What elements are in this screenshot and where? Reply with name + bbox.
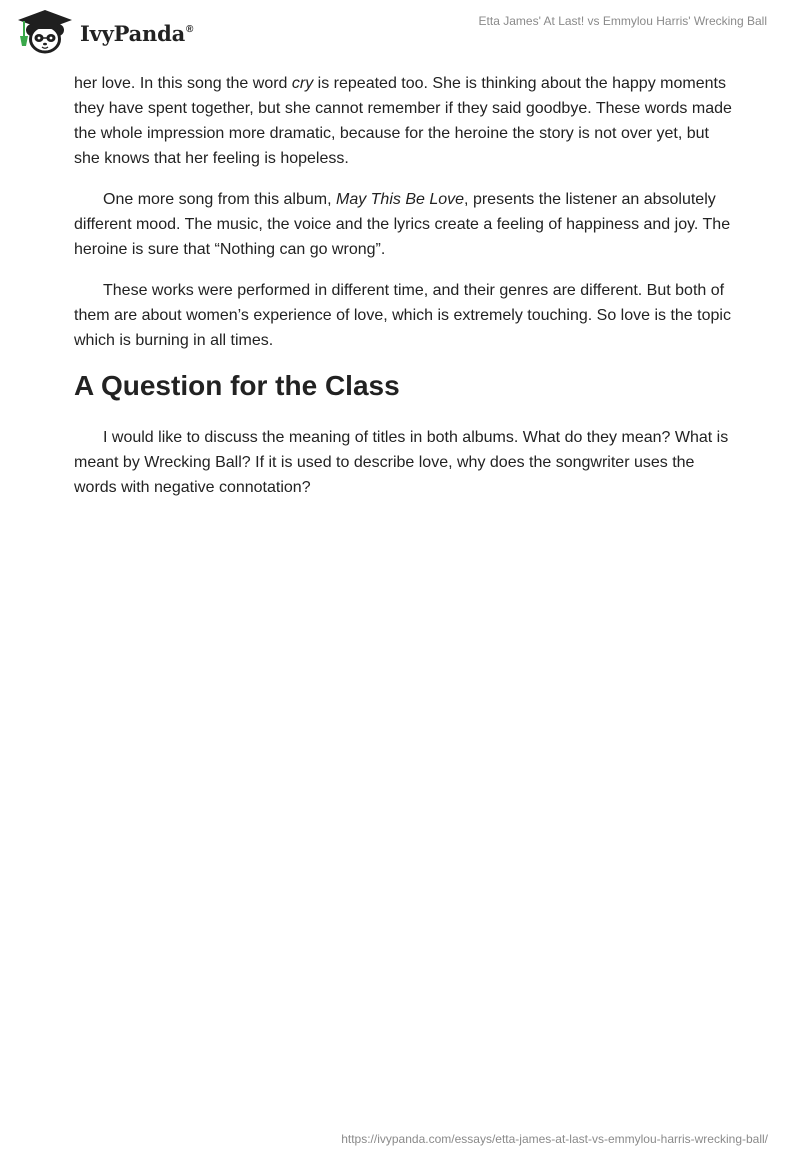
- brand-name: IvyPanda®: [80, 20, 194, 46]
- paragraph-1: her love. In this song the word cry is repeated too. She is thinking about the happy moments they have spent together, but she cannot remember if they said goodbye. These words made the whole impression more dramatic, because for the heroine the story is not over yet, but she knows that her feeling is hopeless.: [74, 75, 732, 167]
- panda-graduate-icon: [16, 8, 74, 56]
- registered-mark: ®: [186, 23, 194, 35]
- footer-url-link[interactable]: https://ivypanda.com/essays/etta-james-at-last-vs-emmylou-harris-wrecking-ball/: [341, 1132, 768, 1146]
- italic-song-title: May This Be Love: [335, 191, 465, 208]
- paragraph-3: These works were performed in different time, and their genres are different. But both of them are about women’s experience of love, which is extremely touching. So love is the topic which is burning in all times.: [74, 282, 731, 349]
- section-heading: A Question for the Class: [74, 370, 400, 401]
- paragraph-4: I would like to discuss the meaning of titles in both albums. What do they mean? What is meant by Wrecking Ball? If it is used to describe love, why does the songwriter uses the words with negative connotation?: [74, 429, 729, 496]
- essay-content: [74, 71, 734, 516]
- paragraph-2: One more song from this album, May This Be Love, presents the listener an absolutely different mood. The music, the voice and the lyrics create a feeling of happiness and joy. The heroine is sure that “Nothing can go wrong”.: [74, 191, 731, 258]
- italic-word-cry: cry: [291, 75, 314, 92]
- logo[interactable]: [16, 8, 193, 56]
- document-title: Etta James' At Last! vs Emmylou Harris' Wrecking Ball: [478, 14, 767, 28]
- page-header: [0, 0, 800, 68]
